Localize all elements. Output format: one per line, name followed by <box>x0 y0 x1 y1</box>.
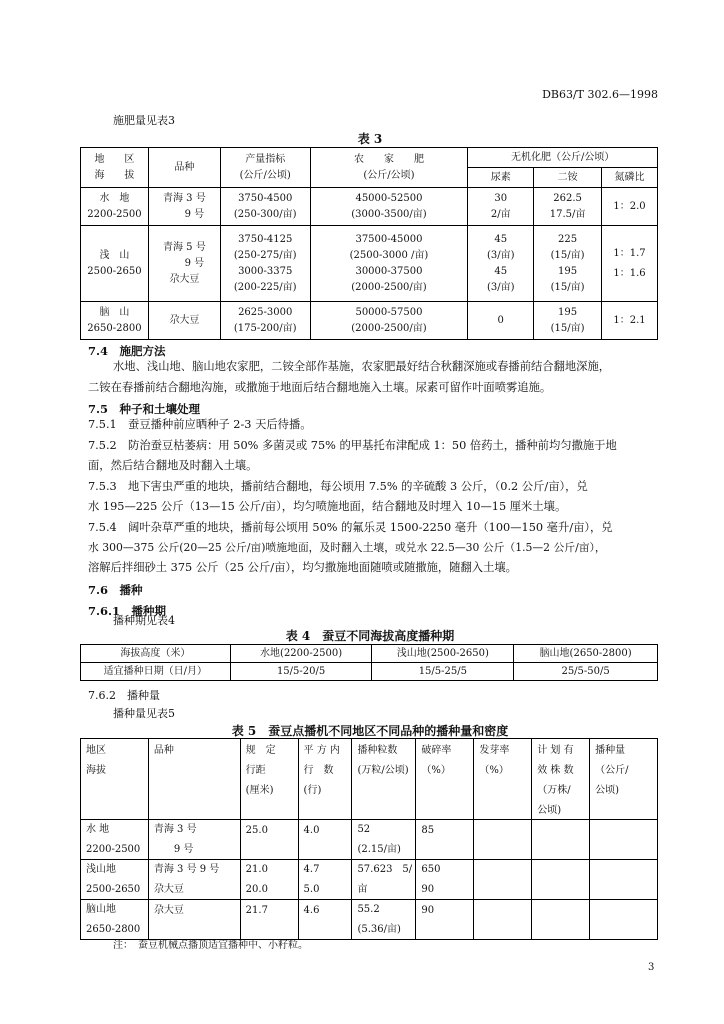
item-7-5-2-line2: 面，然后结合翻地及时翻入土壤。 <box>88 459 258 472</box>
table-row: 适宜播种日期（日/月） 15/5-20/5 15/5-25/5 25/5-50/5 <box>81 663 658 681</box>
table4-intro: 播种期见表4 <box>113 614 175 627</box>
t3-head-region: 地 区 海 拔 <box>81 148 149 188</box>
t5-head-rows: 平 方 内 行 数 (行) <box>298 739 352 820</box>
t5-head-row-dist: 规 定 行距 (厘米) <box>240 739 298 820</box>
table3 <box>80 147 658 340</box>
table-row: 浅 山 2500-2650 青海 5 号 9 号 尕大豆 3750-4125 (250-275/亩) 3000-3375 (200-225/亩) 37500-45000 (2500-3000 /亩) 30000-37500 (2000-2500/亩) 45 (3/亩) 45 (3/亩) 225 (15/亩) 195 (15/亩) 1：1.7 1：1.6 <box>81 226 658 302</box>
table-row: 脑山地 2650-2800 尕大豆 21.7 4.6 55.2 (5.36/亩) 90 <box>81 900 658 940</box>
section-7-6-1-title: 7.6.1 播种期 <box>88 604 167 618</box>
standard-number: DB63/T 302.6—1998 <box>542 88 658 101</box>
item-7-5-3-line2: 水 195—225 公斤（13—15 公斤/亩），均匀喷施地面，结合翻地及时埋入 10—15 厘米土壤。 <box>88 500 567 513</box>
section-7-6-title: 7.6 播种 <box>88 583 143 597</box>
t3-head-chem: 无机化肥（公斤/公顷） <box>468 148 658 168</box>
t4-head-shallow: 浅山地(2500-2650) <box>372 645 514 663</box>
t4-head-irrigated: 水地(2200-2500) <box>230 645 372 663</box>
table5 <box>80 738 658 940</box>
item-7-5-2-line1: 7.5.2 防治蚕豆枯萎病：用 50% 多菌灵或 75% 的甲基托布津配成 1：50 倍药土，播种前均匀撒施于地 <box>88 439 617 452</box>
t5-head-grains: 播种粒数 (万粒/公顷) <box>352 739 416 820</box>
item-7-5-4-line2: 水 300—375 公斤(20—25 公斤/亩)喷施地面，及时翻入土壤，或兑水 22.5—30 公斤（1.5—2 公斤/亩）， <box>88 541 606 554</box>
t3-head-urea: 尿素 <box>468 168 534 188</box>
section-7-4-line2: 二铵在春播前结合翻地沟施，或撒施于地面后结合翻地施入土壤。尿素可留作叶面喷雾追施。 <box>88 381 552 394</box>
table-row: 脑 山 2650-2800 尕大豆 2625-3000 (175-200/亩) 50000-57500 (2000-2500/亩) 0 195 (15/亩) 1：2.1 <box>81 302 658 340</box>
table5-intro: 播种量见表5 <box>113 707 175 720</box>
t3-head-variety: 品种 <box>148 148 220 188</box>
item-7-5-4-line1: 7.5.4 阔叶杂草严重的地块，播前每公顷用 50% 的氟乐灵 1500-2250 毫升（100—150 毫升/亩），兑 <box>88 521 613 534</box>
t5-head-germ: 发芽率 （%） <box>474 739 532 820</box>
section-7-6-2-title: 7.6.2 播种量 <box>88 689 160 702</box>
t3-head-np: 氮磷比 <box>602 168 658 188</box>
t3-head-yield: 产量指标 (公斤/公顷) <box>220 148 310 188</box>
t3-head-manure: 农 家 肥 (公斤/公顷) <box>310 148 468 188</box>
t4-head-altitude: 海拔高度（米） <box>81 645 231 663</box>
item-7-5-4-line3: 溶解后拌细砂土 375 公斤（25 公斤/亩），均匀撒施地面随喷或随撒施，随翻入土壤。 <box>88 561 517 574</box>
section-7-4-title: 7.4 施肥方法 <box>88 344 166 358</box>
table5-note: 注： 蚕豆机械点播顶适宜播种中、小籽粒。 <box>113 940 308 951</box>
t5-head-plan: 计 划 有 效 株 数 （万株/ 公顷) <box>532 739 590 820</box>
section-7-4-line1: 水地、浅山地、脑山地农家肥，二铵全部作基施，农家肥最好结合秋翻深施或春播前结合翻地深施， <box>113 360 611 373</box>
table-row: 浅山地 2500-2650 青海 3 号 9 号 尕大豆 21.0 20.0 4.7 5.0 57.623 5/ 亩 650 90 <box>81 860 658 900</box>
t5-head-broken: 破碎率 （%） <box>416 739 474 820</box>
table4-title: 表 4 蚕豆不同海拔高度播种期 <box>285 629 455 643</box>
table5-title: 表 5 蚕豆点播机不同地区不同品种的播种量和密度 <box>231 724 509 738</box>
table3-title: 表 3 <box>357 132 383 146</box>
item-7-5-3-line1: 7.5.3 地下害虫严重的地块，播前结合翻地，每公顷用 7.5% 的辛硫酸 3 公斤，（0.2 公斤/亩），兑 <box>88 480 588 493</box>
table3-intro: 施肥量见表3 <box>113 114 175 127</box>
t5-head-region: 地区 海拔 <box>81 739 149 820</box>
item-7-5-1: 7.5.1 蚕豆播种前应晒种子 2-3 天后待播。 <box>88 418 312 431</box>
page-number: 3 <box>648 962 655 973</box>
t4-head-mountain: 脑山地(2650-2800) <box>514 645 658 663</box>
table-row: 水 地 2200-2500 青海 3 号 9 号 25.0 4.0 52 (2.15/亩) 85 <box>81 820 658 860</box>
table-row: 水 地 2200-2500 青海 3 号 9 号 3750-4500 (250-300/亩) 45000-52500 (3000-3500/亩) 30 2/亩 262.5 17.5/亩 1：2.0 <box>81 188 658 226</box>
t5-head-variety: 品种 <box>148 739 240 820</box>
table4 <box>80 644 658 681</box>
t5-head-rate: 播种量 （公斤/ 公顷) <box>590 739 658 820</box>
section-7-5-title: 7.5 种子和土壤处理 <box>88 402 201 416</box>
t3-head-amm: 二铵 <box>534 168 602 188</box>
